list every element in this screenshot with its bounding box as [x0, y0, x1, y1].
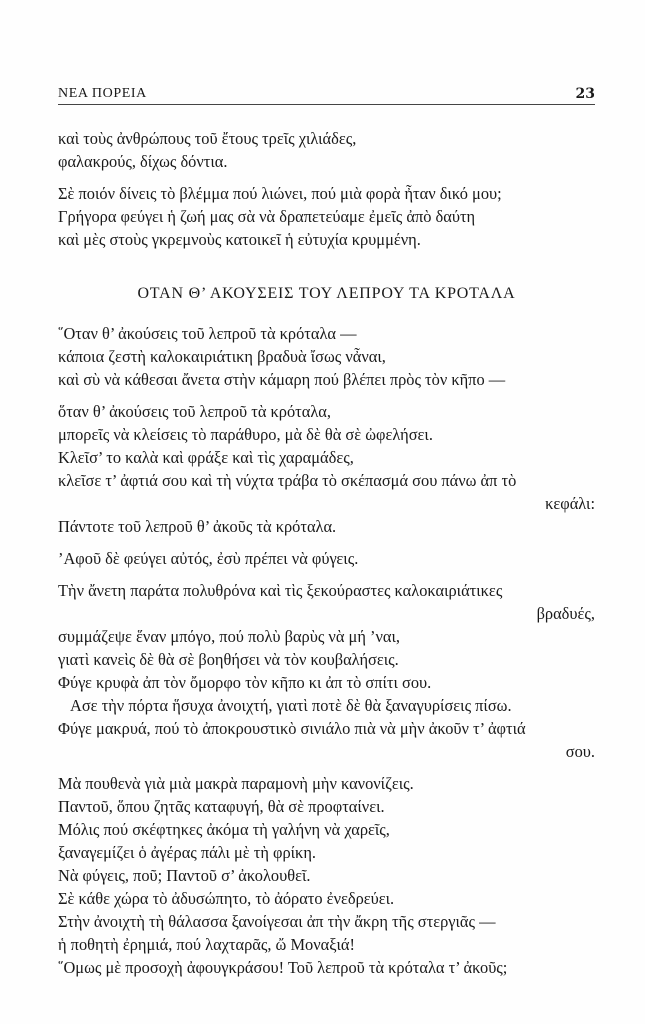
verse-line: Φύγε κρυφὰ ἀπ τὸν ὄμορφο τὸν κῆπο κι ἀπ τὸ σπίτι σου.	[58, 673, 432, 692]
stanza	[58, 772, 595, 979]
verse-line: καὶ μὲς στοὺς γκρεμνοὺς κατοικεῖ ἡ εὐτυχία κρυμμένη.	[58, 230, 421, 249]
verse-line: Παντοῦ, ὅπου ζητᾶς καταφυγή, θὰ σὲ προφταίνει.	[58, 797, 385, 816]
verse-line: κλεῖσε τ’ ἀφτιά σου καὶ τὴ νύχτα τράβα τὸ σκέπασμά σου πάνω ἀπ τὸ	[58, 471, 517, 490]
verse-line-continuation: σου.	[565, 742, 595, 761]
verse-line: Σὲ ποιόν δίνεις τὸ βλέμμα πού λιώνει, πού μιὰ φορὰ ἦταν δικό μου;	[58, 184, 502, 203]
verse-line: Σὲ κάθε χώρα τὸ ἀδυσώπητο, τὸ ἀόρατο ἐνεδρεύει.	[58, 889, 395, 908]
verse-line: ῞Ομως μὲ προσοχὴ ἀφουγκράσου! Τοῦ λεπροῦ τὰ κρόταλα τ’ ἀκοῦς;	[58, 958, 508, 977]
page-number: 23	[575, 86, 595, 102]
stanza	[58, 127, 595, 173]
stanza	[58, 182, 595, 251]
stanza	[58, 579, 595, 763]
verse-line: συμμάζεψε ἕναν μπόγο, πού πολὺ βαρὺς νὰ μή ’ναι,	[58, 627, 400, 646]
poem-body	[58, 322, 595, 988]
verse-line: μπορεῖς νὰ κλείσεις τὸ παράθυρο, μὰ δὲ θὰ σὲ ὠφελήσει.	[58, 425, 433, 444]
verse-line: καὶ σὺ νὰ κάθεσαι ἄνετα στὴν κάμαρη πού βλέπει πρὸς τὸν κῆπο —	[58, 370, 506, 389]
running-header	[58, 86, 595, 105]
verse-line: Νὰ φύγεις, ποῦ; Παντοῦ σ’ ἀκολουθεῖ.	[58, 866, 311, 885]
verse-line: ’Αφοῦ δὲ φεύγει αὐτός, ἐσὺ πρέπει νὰ φύγεις.	[58, 549, 359, 568]
verse-line: Πάντοτε τοῦ λεπροῦ θ’ ἀκοῦς τὰ κρόταλα.	[58, 517, 337, 536]
previous-poem-ending	[58, 127, 595, 260]
verse-line: Φύγε μακρυά, πού τὸ ἀποκρουστικὸ σινιάλο πιὰ νὰ μὴν ἀκοῦν τ’ ἀφτιά	[58, 719, 526, 738]
verse-line: ξαναγεμίζει ὁ ἀγέρας πάλι μὲ τὴ φρίκη.	[58, 843, 316, 862]
stanza	[58, 400, 595, 538]
verse-line: Στὴν ἀνοιχτὴ τὴ θάλασσα ξανοίγεσαι ἀπ τὴν ἄκρη τῆς στεργιᾶς —	[58, 912, 496, 931]
journal-title: ΝΕΑ ΠΟΡΕΙΑ	[58, 86, 147, 101]
verse-line: Τὴν ἄνετη παράτα πολυθρόνα καὶ τὶς ξεκούραστες καλοκαιριάτικες	[58, 581, 503, 600]
verse-line: γιατὶ κανεὶς δὲ θὰ σὲ βοηθήσει νὰ τὸν κουβαλήσεις.	[58, 650, 399, 669]
verse-line: Ασε τὴν πόρτα ἥσυχα ἀνοιχτή, γιατὶ ποτὲ δὲ θὰ ξαναγυρίσεις πίσω.	[70, 696, 512, 715]
poem-title: ΟΤΑΝ Θ’ ΑΚΟΥΣΕΙΣ ΤΟΥ ΛΕΠΡΟΥ ΤΑ ΚΡΟΤΑΛΑ	[137, 285, 516, 302]
verse-line: κάποια ζεστὴ καλοκαιριάτικη βραδυὰ ἴσως νἆναι,	[58, 347, 386, 366]
verse-line: ὅταν θ’ ἀκούσεις τοῦ λεπροῦ τὰ κρόταλα,	[58, 402, 331, 421]
stanza	[58, 322, 595, 391]
verse-line: Κλεῖσ’ το καλὰ καὶ φράξε καὶ τὶς χαραμάδες,	[58, 448, 354, 467]
verse-line: ἡ ποθητὴ ἐρημιά, πού λαχταρᾶς, ὤ Μοναξιά!	[58, 935, 355, 954]
verse-line: φαλακρούς, δίχως δόντια.	[58, 152, 228, 171]
stanza	[58, 547, 595, 570]
verse-line: Γρήγορα φεύγει ἡ ζωή μας σὰ νὰ δραπετεύαμε ἐμεῖς ἀπὸ δαύτη	[58, 207, 476, 226]
verse-line-continuation: κεφάλι:	[545, 494, 595, 513]
verse-line: Μὰ πουθενὰ γιὰ μιὰ μακρὰ παραμονὴ μὴν κανονίζεις.	[58, 774, 414, 793]
verse-line-continuation: βραδυές,	[536, 604, 595, 623]
verse-line: Μόλις πού σκέφτηκες ἀκόμα τὴ γαλήνη νὰ χαρεῖς,	[58, 820, 390, 839]
verse-line: καὶ τοὺς ἀνθρώπους τοῦ ἔτους τρεῖς χιλιάδες,	[58, 129, 357, 148]
verse-line: ῞Οταν θ’ ἀκούσεις τοῦ λεπροῦ τὰ κρόταλα —	[58, 324, 357, 343]
